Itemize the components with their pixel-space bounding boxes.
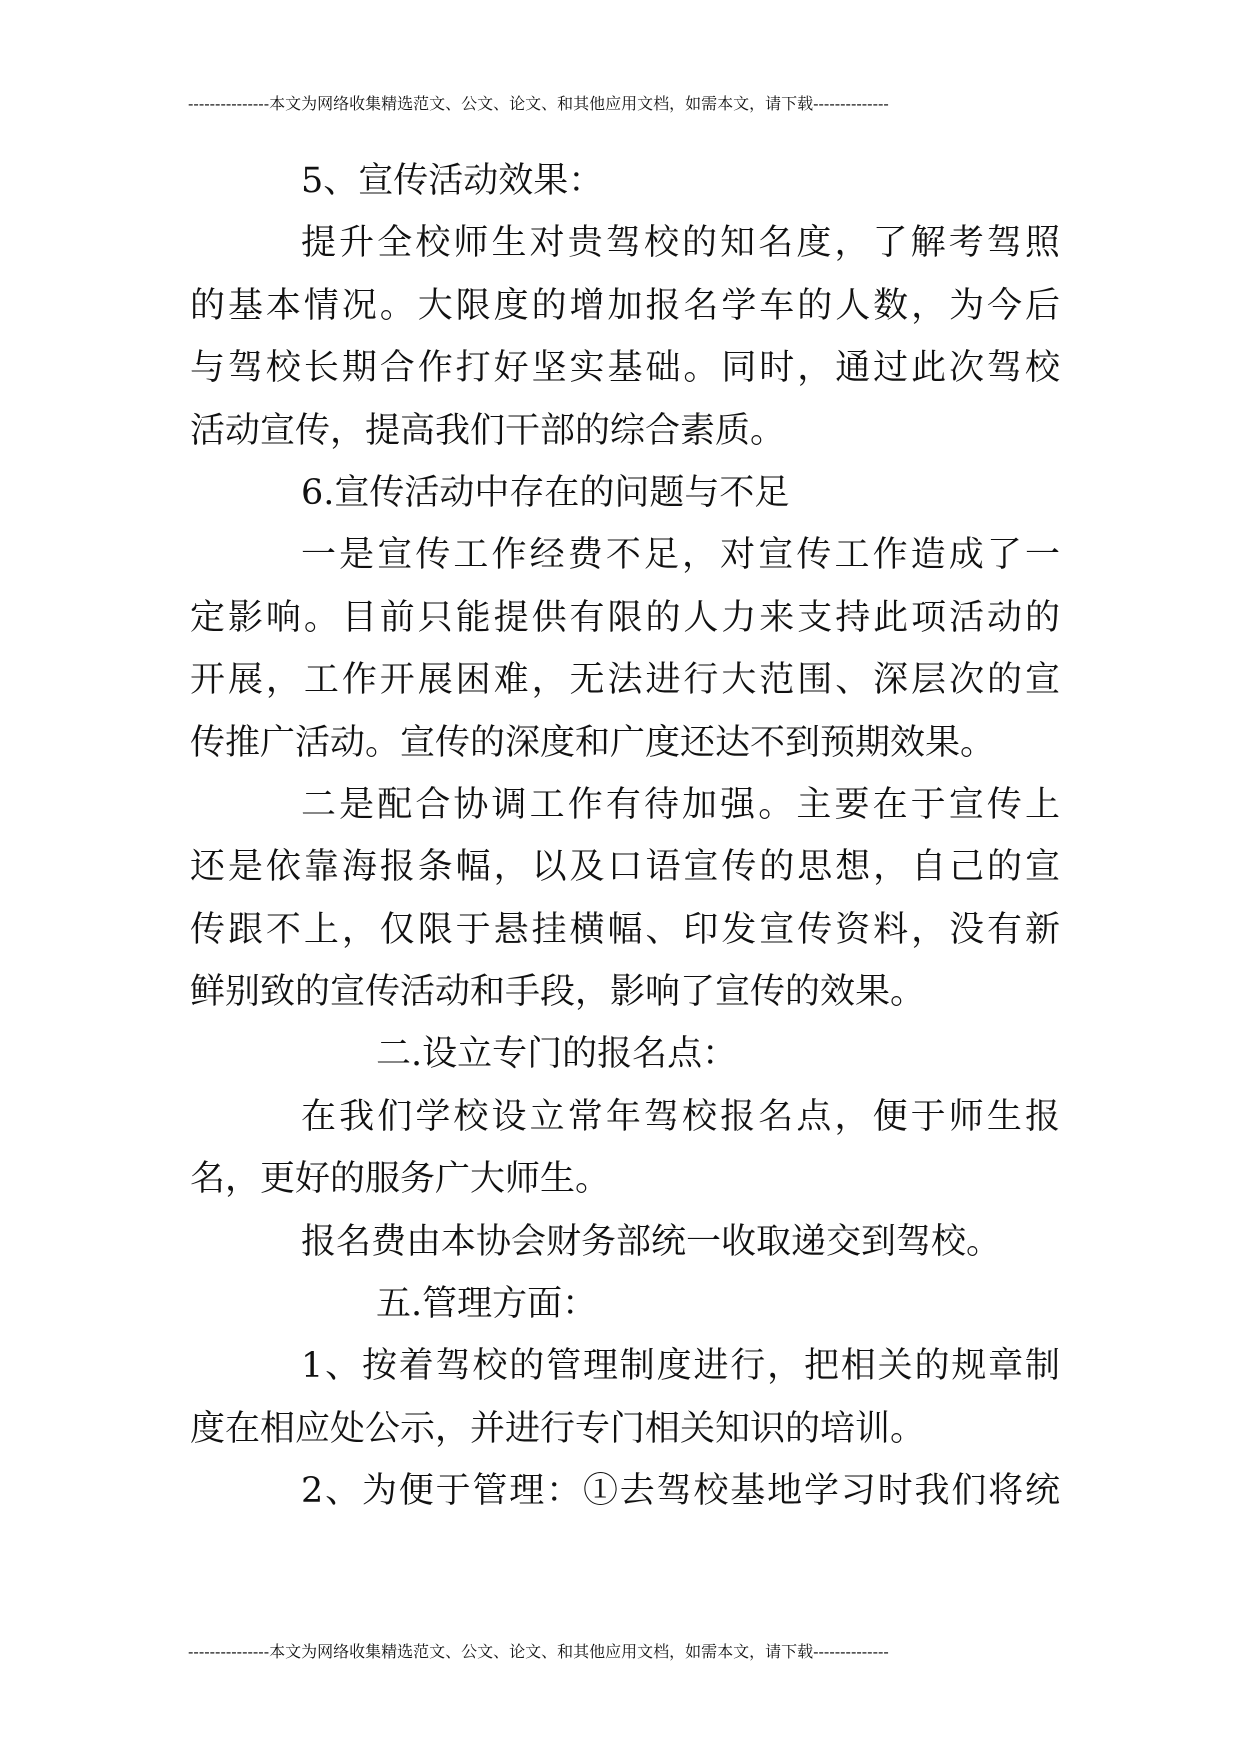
page-footer: ---------------本文为网络收集精选范文、公文、论文、和其他应用文档，如需本文，请下载-------------- — [188, 1642, 889, 1661]
paragraph-line: 一是宣传工作经费不足，对宣传工作造成了一 — [301, 535, 1060, 576]
paragraph-line: 还是依靠海报条幅，以及口语宣传的思想，自己的宣 — [190, 847, 1060, 888]
paragraph-line: 提升全校师生对贵驾校的知名度，了解考驾照 — [301, 223, 1060, 264]
document-body — [190, 150, 1060, 1523]
section-heading: 二.设立专门的报名点： — [376, 1034, 738, 1075]
paragraph-line: 度在相应处公示，并进行专门相关知识的培训。 — [190, 1408, 926, 1449]
section-heading: 6.宣传活动中存在的问题与不足 — [301, 472, 790, 513]
paragraph-line: 传跟不上，仅限于悬挂横幅、印发宣传资料，没有新 — [190, 909, 1060, 950]
paragraph-line: 2、为便于管理：①去驾校基地学习时我们将统 — [301, 1471, 1060, 1512]
paragraph-line: 定影响。目前只能提供有限的人力来支持此项活动的 — [190, 597, 1060, 638]
paragraph-line: 与驾校长期合作打好坚实基础。同时，通过此次驾校 — [190, 348, 1060, 389]
paragraph-line: 报名费由本协会财务部统一收取递交到驾校。 — [301, 1221, 1002, 1262]
page-header: ---------------本文为网络收集精选范文、公文、论文、和其他应用文档，如需本文，请下载-------------- — [188, 94, 889, 113]
section-heading: 5、宣传活动效果： — [301, 161, 604, 201]
paragraph-line: 的基本情况。大限度的增加报名学车的人数，为今后 — [190, 285, 1060, 326]
paragraph-line: 活动宣传，提高我们干部的综合素质。 — [190, 410, 786, 451]
paragraph-line: 二是配合协调工作有待加强。主要在于宣传上 — [301, 784, 1060, 825]
paragraph-line: 开展，工作开展困难，无法进行大范围、深层次的宣 — [190, 660, 1060, 701]
paragraph-line: 传推广活动。宣传的深度和广度还达不到预期效果。 — [190, 722, 996, 763]
paragraph-line: 鲜别致的宣传活动和手段，影响了宣传的效果。 — [190, 972, 926, 1013]
paragraph-line: 在我们学校设立常年驾校报名点，便于师生报 — [301, 1096, 1060, 1137]
section-heading: 五.管理方面： — [376, 1284, 598, 1325]
paragraph-line: 名，更好的服务广大师生。 — [190, 1159, 611, 1200]
paragraph-line: 1、按着驾校的管理制度进行，把相关的规章制 — [301, 1346, 1060, 1387]
